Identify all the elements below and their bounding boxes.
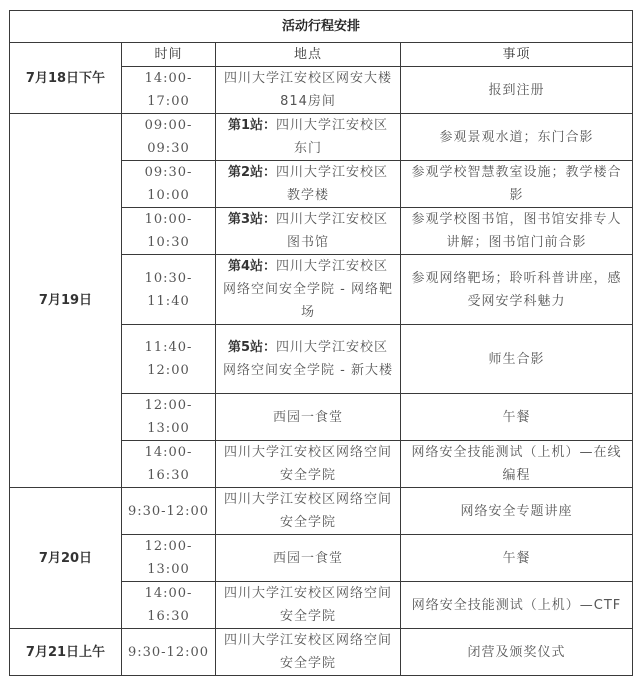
location-cell [216,629,401,676]
item-cell: 网络安全技能测试（上机）—CTF [401,582,633,629]
item-cell: 参观网络靶场；聆听科普讲座，感受网安学科魅力 [401,255,633,325]
time-cell: 12:00-13:00 [122,394,216,441]
location-cell [216,255,401,325]
location-text: 四川大学江安校区教学楼 [276,165,389,203]
table-row [10,114,633,161]
stop-label: 第1站： [227,118,277,133]
location-cell [216,582,401,629]
location-text: 四川大学江安校区网安大楼814房间 [223,71,392,109]
day-cell: 7月20日 [10,488,122,629]
time-cell: 09:30-10:00 [122,161,216,208]
time-cell: 14:00-16:30 [122,441,216,488]
time-cell: 10:30-11:40 [122,255,216,325]
item-cell: 网络安全专题讲座 [401,488,633,535]
location-text: 四川大学江安校区东门 [276,118,389,156]
stop-label: 第2站： [227,165,277,180]
day-cell: 7月18日下午 [10,43,122,114]
item-cell: 参观学校图书馆，图书馆安排专人讲解；图书馆门前合影 [401,208,633,255]
location-text: 四川大学江安校区网络空间安全学院 [223,445,392,483]
item-cell: 午餐 [401,535,633,582]
location-text: 四川大学江安校区网络空间安全学院 - 新大楼 [223,340,393,378]
column-header-item: 事项 [401,43,633,67]
time-cell: 9:30-12:00 [122,629,216,676]
location-cell [216,488,401,535]
item-cell: 参观学校智慧教室设施；教学楼合影 [401,161,633,208]
item-cell: 闭营及颁奖仪式 [401,629,633,676]
column-header-time: 时间 [122,43,216,67]
location-text: 四川大学江安校区网络空间安全学院 [223,492,392,530]
location-text: 四川大学江安校区网络空间安全学院 [223,586,392,624]
location-text: 西园一食堂 [272,409,343,425]
time-cell: 14:00-16:30 [122,582,216,629]
item-cell: 网络安全技能测试（上机）—在线编程 [401,441,633,488]
stop-label: 第4站： [227,259,277,274]
location-cell [216,67,401,114]
header-row [10,43,633,67]
location-text: 四川大学江安校区图书馆 [276,212,389,250]
time-cell: 09:00-09:30 [122,114,216,161]
location-cell [216,208,401,255]
day-cell: 7月19日 [10,114,122,488]
location-cell [216,161,401,208]
table-row [10,488,633,535]
location-text: 四川大学江安校区网络空间安全学院 [223,633,392,671]
title-row [10,11,633,43]
time-cell: 12:00-13:00 [122,535,216,582]
item-cell: 师生合影 [401,325,633,394]
item-cell: 午餐 [401,394,633,441]
location-text: 四川大学江安校区网络空间安全学院 - 网络靶场 [223,259,393,320]
time-cell: 14:00-17:00 [122,67,216,114]
time-cell: 11:40-12:00 [122,325,216,394]
location-cell [216,394,401,441]
time-cell: 9:30-12:00 [122,488,216,535]
column-header-location: 地点 [216,43,401,67]
table-row [10,629,633,676]
location-cell [216,441,401,488]
schedule-table [9,10,633,676]
item-cell: 参观景观水道；东门合影 [401,114,633,161]
stop-label: 第3站： [227,212,277,227]
location-cell [216,535,401,582]
location-cell [216,325,401,394]
table-title: 活动行程安排 [10,11,633,43]
item-cell: 报到注册 [401,67,633,114]
day-cell: 7月21日上午 [10,629,122,676]
location-text: 西园一食堂 [272,550,343,566]
time-cell: 10:00-10:30 [122,208,216,255]
location-cell [216,114,401,161]
stop-label: 第5站： [227,340,277,355]
